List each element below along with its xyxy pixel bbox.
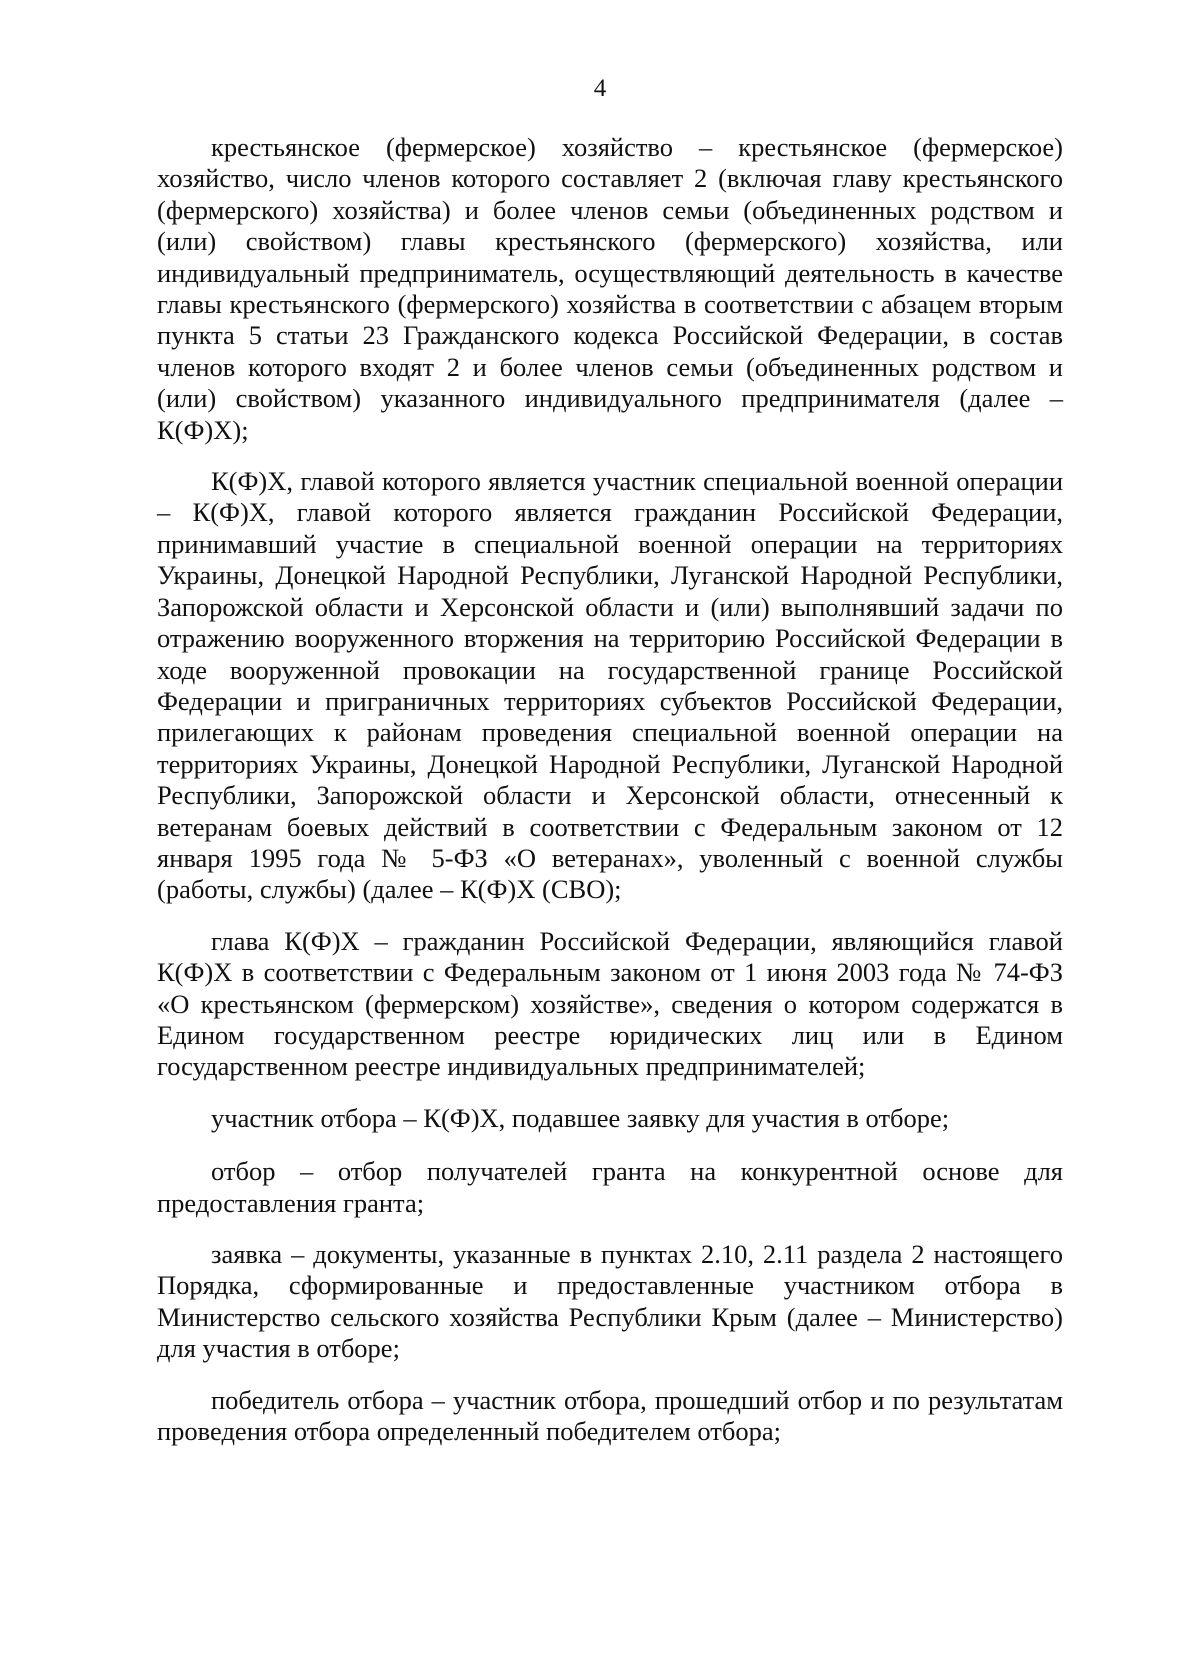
page-number: 4 [593,75,607,102]
paragraph-selection-winner-definition: победитель отбора – участник отбора, прошедший отбор и по результатам проведения отбора определенный победителем отбора; [157,1384,1063,1447]
paragraph-application-definition: заявка – документы, указанные в пунктах 2.10, 2.11 раздела 2 настоящего Порядка, сформированные и предоставленные участником отбора в Министерство сельского хозяйства Республики Крым (далее – Министерство) для участия в отборе; [157,1239,1063,1364]
paragraph-selection-definition: отбор – отбор получателей гранта на конкурентной основе для предоставления гранта; [157,1156,1063,1218]
paragraph-selection-participant-definition: участник отбора – К(Ф)Х, подавшее заявку для участия в отборе; [211,1102,950,1133]
paragraph-head-kfkh-definition: глава К(Ф)Х – гражданин Российской Федерации, являющийся главой К(Ф)Х в соответствии с Федеральным законом от 1 июня 2003 года № 74-ФЗ «О крестьянском (фермерском) хозяйстве», сведения о котором содержатся в Едином государственном реестре юридических лиц или в Едином государственном реестре индивидуальных предпринимателей; [157,925,1063,1082]
document-body [157,132,1063,1467]
paragraph-kfkh-definition: крестьянское (фермерское) хозяйство – крестьянское (фермерское) хозяйство, число членов которого составляет 2 (включая главу крестьянского (фермерского) хозяйства) и более членов семьи (объединенных родством и (или) свойством) главы крестьянского (фермерского) хозяйства, или индивидуальный предприниматель, осуществляющий деятельность в качестве главы крестьянского (фермерского) хозяйства в соответствии с абзацем вторым пункта 5 статьи 23 Гражданского кодекса Российской Федерации, в состав членов которого входят 2 и более членов семьи (объединенных родством и (или) свойством) указанного индивидуального предпринимателя (далее – К(Ф)Х); [157,132,1063,445]
paragraph-kfkh-svo-definition: К(Ф)Х, главой которого является участник специальной военной операции – К(Ф)Х, главой которого является гражданин Российской Федерации, принимавший участие в специальной военной операции на территориях Украины, Донецкой Народной Республики, Луганской Народной Республики, Запорожской области и Херсонской области и (или) выполнявший задачи по отражению вооруженного вторжения на территорию Российской Федерации в ходе вооруженной провокации на государственной границе Российской Федерации и приграничных территориях субъектов Российской Федерации, прилегающих к районам проведения специальной военной операции на территориях Украины, Донецкой Народной Республики, Луганской Народной Республики, Запорожской области и Херсонской области, отнесенный к ветеранам боевых действий в соответствии с Федеральным законом от 12 января 1995 года № 5-ФЗ «О ветеранах», уволенный с военной службы (работы, службы) (далее – К(Ф)Х (СВО); [157,466,1063,905]
